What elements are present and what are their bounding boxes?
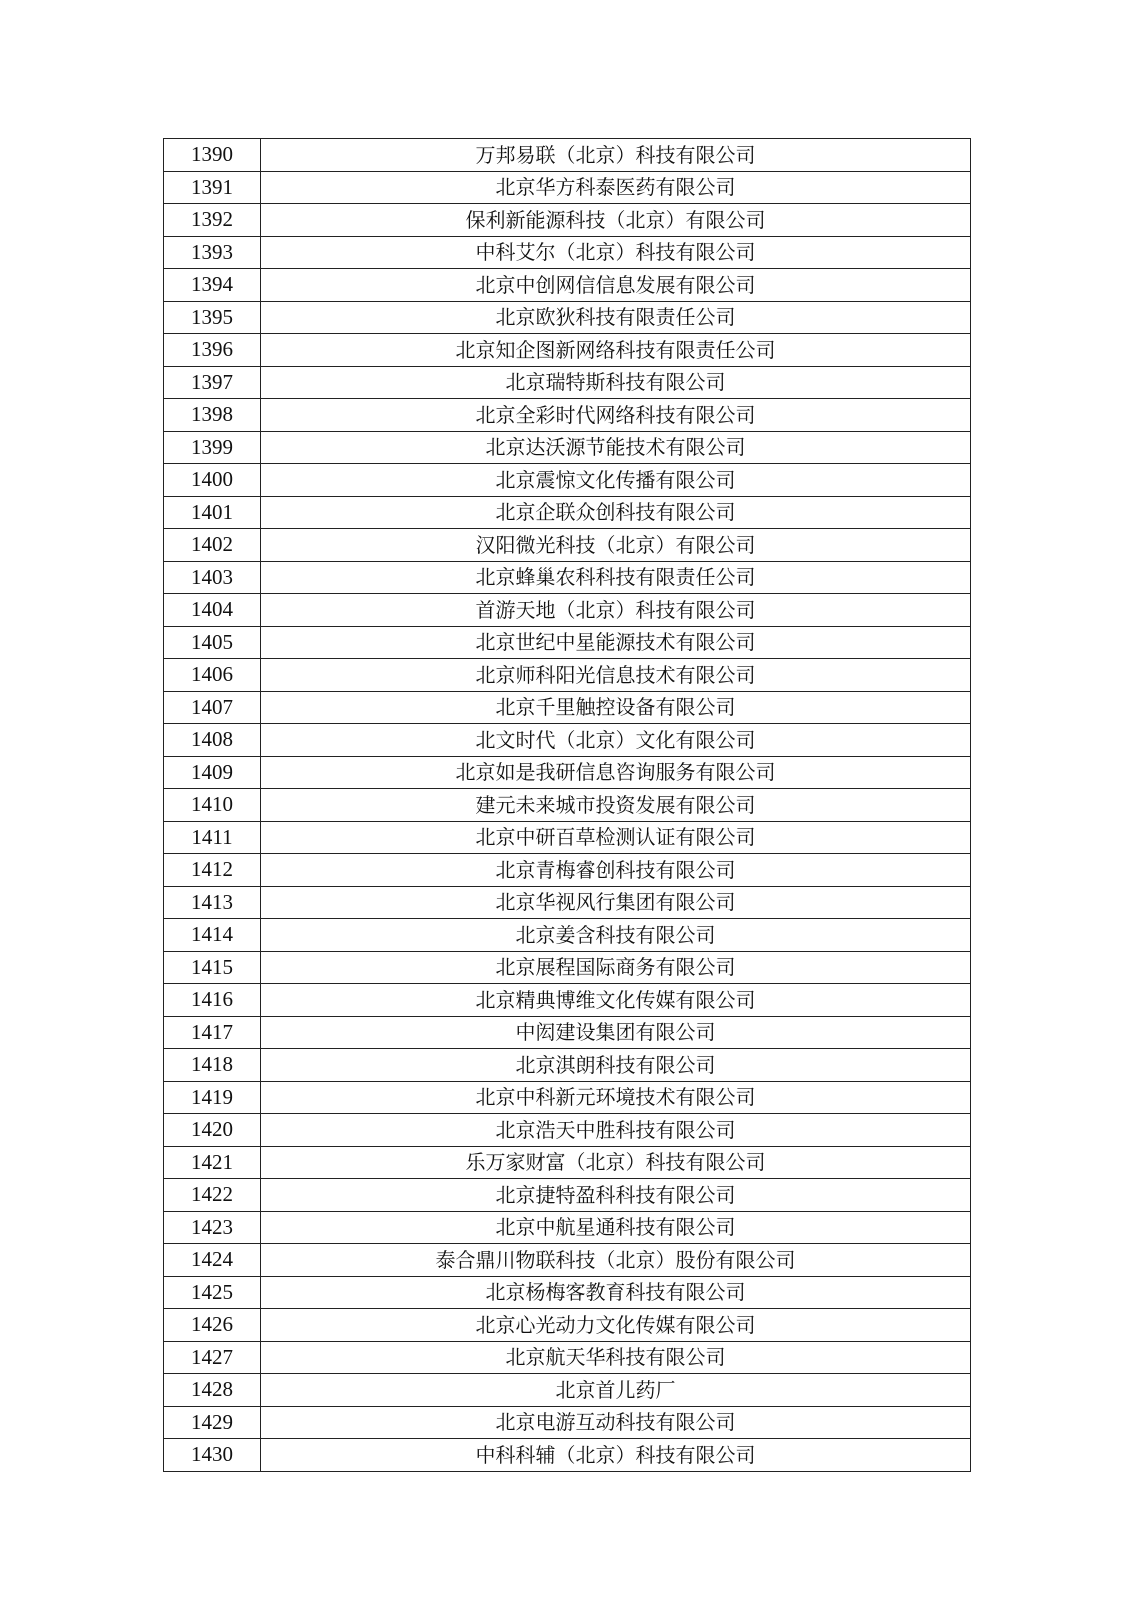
company-name-cell: 北京中创网信信息发展有限公司: [261, 269, 971, 302]
table-row: [164, 659, 971, 692]
row-number-cell: 1398: [164, 399, 261, 432]
company-name-cell: 北京浩天中胜科技有限公司: [261, 1114, 971, 1147]
row-number-cell: 1408: [164, 724, 261, 757]
company-name-cell: 北京知企图新网络科技有限责任公司: [261, 334, 971, 367]
company-name-cell: 北京航天华科技有限公司: [261, 1341, 971, 1374]
row-number-cell: 1428: [164, 1374, 261, 1407]
table-row: [164, 399, 971, 432]
company-list-table: [163, 138, 971, 1472]
company-name-cell: 建元未来城市投资发展有限公司: [261, 789, 971, 822]
row-number-cell: 1411: [164, 821, 261, 854]
company-name-cell: 北京首儿药厂: [261, 1374, 971, 1407]
row-number-cell: 1409: [164, 756, 261, 789]
row-number-cell: 1395: [164, 301, 261, 334]
table-row: [164, 366, 971, 399]
table-row: [164, 724, 971, 757]
row-number-cell: 1401: [164, 496, 261, 529]
row-number-cell: 1418: [164, 1049, 261, 1082]
company-name-cell: 乐万家财富（北京）科技有限公司: [261, 1146, 971, 1179]
company-name-cell: 北京杨梅客教育科技有限公司: [261, 1276, 971, 1309]
table-row: [164, 951, 971, 984]
table-row: [164, 301, 971, 334]
row-number-cell: 1407: [164, 691, 261, 724]
company-name-cell: 北京中航星通科技有限公司: [261, 1211, 971, 1244]
table-row: [164, 1179, 971, 1212]
table-row: [164, 496, 971, 529]
row-number-cell: 1427: [164, 1341, 261, 1374]
row-number-cell: 1390: [164, 139, 261, 172]
row-number-cell: 1415: [164, 951, 261, 984]
company-name-cell: 北京中科新元环境技术有限公司: [261, 1081, 971, 1114]
row-number-cell: 1404: [164, 594, 261, 627]
table-row: [164, 919, 971, 952]
company-name-cell: 泰合鼎川物联科技（北京）股份有限公司: [261, 1244, 971, 1277]
row-number-cell: 1412: [164, 854, 261, 887]
row-number-cell: 1402: [164, 529, 261, 562]
company-name-cell: 汉阳微光科技（北京）有限公司: [261, 529, 971, 562]
company-name-cell: 北京师科阳光信息技术有限公司: [261, 659, 971, 692]
company-name-cell: 中闳建设集团有限公司: [261, 1016, 971, 1049]
row-number-cell: 1399: [164, 431, 261, 464]
row-number-cell: 1420: [164, 1114, 261, 1147]
row-number-cell: 1419: [164, 1081, 261, 1114]
company-name-cell: 北京千里触控设备有限公司: [261, 691, 971, 724]
row-number-cell: 1413: [164, 886, 261, 919]
table-row: [164, 1016, 971, 1049]
table-row: [164, 821, 971, 854]
company-name-cell: 北京如是我研信息咨询服务有限公司: [261, 756, 971, 789]
company-name-cell: 北京世纪中星能源技术有限公司: [261, 626, 971, 659]
table-row: [164, 1276, 971, 1309]
table-row: [164, 1309, 971, 1342]
table-row: [164, 984, 971, 1017]
table-row: [164, 464, 971, 497]
row-number-cell: 1392: [164, 204, 261, 237]
table-row: [164, 1406, 971, 1439]
table-row: [164, 1146, 971, 1179]
table-row: [164, 691, 971, 724]
company-name-cell: 北京企联众创科技有限公司: [261, 496, 971, 529]
table-row: [164, 854, 971, 887]
table-row: [164, 529, 971, 562]
table-row: [164, 561, 971, 594]
company-name-cell: 万邦易联（北京）科技有限公司: [261, 139, 971, 172]
row-number-cell: 1393: [164, 236, 261, 269]
row-number-cell: 1425: [164, 1276, 261, 1309]
table-row: [164, 1211, 971, 1244]
table-row: [164, 1439, 971, 1472]
row-number-cell: 1429: [164, 1406, 261, 1439]
row-number-cell: 1403: [164, 561, 261, 594]
table-row: [164, 886, 971, 919]
row-number-cell: 1405: [164, 626, 261, 659]
table-row: [164, 269, 971, 302]
table-row: [164, 139, 971, 172]
company-name-cell: 北京姜含科技有限公司: [261, 919, 971, 952]
company-name-cell: 首游天地（北京）科技有限公司: [261, 594, 971, 627]
table-row: [164, 1244, 971, 1277]
row-number-cell: 1422: [164, 1179, 261, 1212]
table-row: [164, 1114, 971, 1147]
row-number-cell: 1391: [164, 171, 261, 204]
row-number-cell: 1417: [164, 1016, 261, 1049]
company-name-cell: 北京震惊文化传播有限公司: [261, 464, 971, 497]
company-name-cell: 北京中研百草检测认证有限公司: [261, 821, 971, 854]
company-name-cell: 北京华视风行集团有限公司: [261, 886, 971, 919]
table-row: [164, 236, 971, 269]
table-row: [164, 1081, 971, 1114]
row-number-cell: 1414: [164, 919, 261, 952]
row-number-cell: 1400: [164, 464, 261, 497]
table-row: [164, 171, 971, 204]
company-name-cell: 北京淇朗科技有限公司: [261, 1049, 971, 1082]
company-name-cell: 北京华方科泰医药有限公司: [261, 171, 971, 204]
table-row: [164, 594, 971, 627]
company-name-cell: 北京捷特盈科科技有限公司: [261, 1179, 971, 1212]
row-number-cell: 1397: [164, 366, 261, 399]
row-number-cell: 1406: [164, 659, 261, 692]
table-row: [164, 1374, 971, 1407]
company-name-cell: 北京欧狄科技有限责任公司: [261, 301, 971, 334]
row-number-cell: 1416: [164, 984, 261, 1017]
table-row: [164, 626, 971, 659]
company-name-cell: 北京青梅睿创科技有限公司: [261, 854, 971, 887]
company-name-cell: 北京全彩时代网络科技有限公司: [261, 399, 971, 432]
table-row: [164, 789, 971, 822]
table-row: [164, 334, 971, 367]
company-name-cell: 北京瑞特斯科技有限公司: [261, 366, 971, 399]
table-row: [164, 1341, 971, 1374]
row-number-cell: 1410: [164, 789, 261, 822]
row-number-cell: 1426: [164, 1309, 261, 1342]
row-number-cell: 1396: [164, 334, 261, 367]
company-name-cell: 北京电游互动科技有限公司: [261, 1406, 971, 1439]
company-name-cell: 北京精典博维文化传媒有限公司: [261, 984, 971, 1017]
table-row: [164, 431, 971, 464]
company-name-cell: 中科科辅（北京）科技有限公司: [261, 1439, 971, 1472]
company-name-cell: 北文时代（北京）文化有限公司: [261, 724, 971, 757]
row-number-cell: 1421: [164, 1146, 261, 1179]
row-number-cell: 1424: [164, 1244, 261, 1277]
row-number-cell: 1423: [164, 1211, 261, 1244]
table-row: [164, 204, 971, 237]
row-number-cell: 1430: [164, 1439, 261, 1472]
table-row: [164, 1049, 971, 1082]
company-name-cell: 保利新能源科技（北京）有限公司: [261, 204, 971, 237]
company-name-cell: 北京达沃源节能技术有限公司: [261, 431, 971, 464]
table-row: [164, 756, 971, 789]
company-name-cell: 中科艾尔（北京）科技有限公司: [261, 236, 971, 269]
company-name-cell: 北京心光动力文化传媒有限公司: [261, 1309, 971, 1342]
table-body: [164, 139, 971, 1472]
company-name-cell: 北京蜂巢农科科技有限责任公司: [261, 561, 971, 594]
company-name-cell: 北京展程国际商务有限公司: [261, 951, 971, 984]
row-number-cell: 1394: [164, 269, 261, 302]
